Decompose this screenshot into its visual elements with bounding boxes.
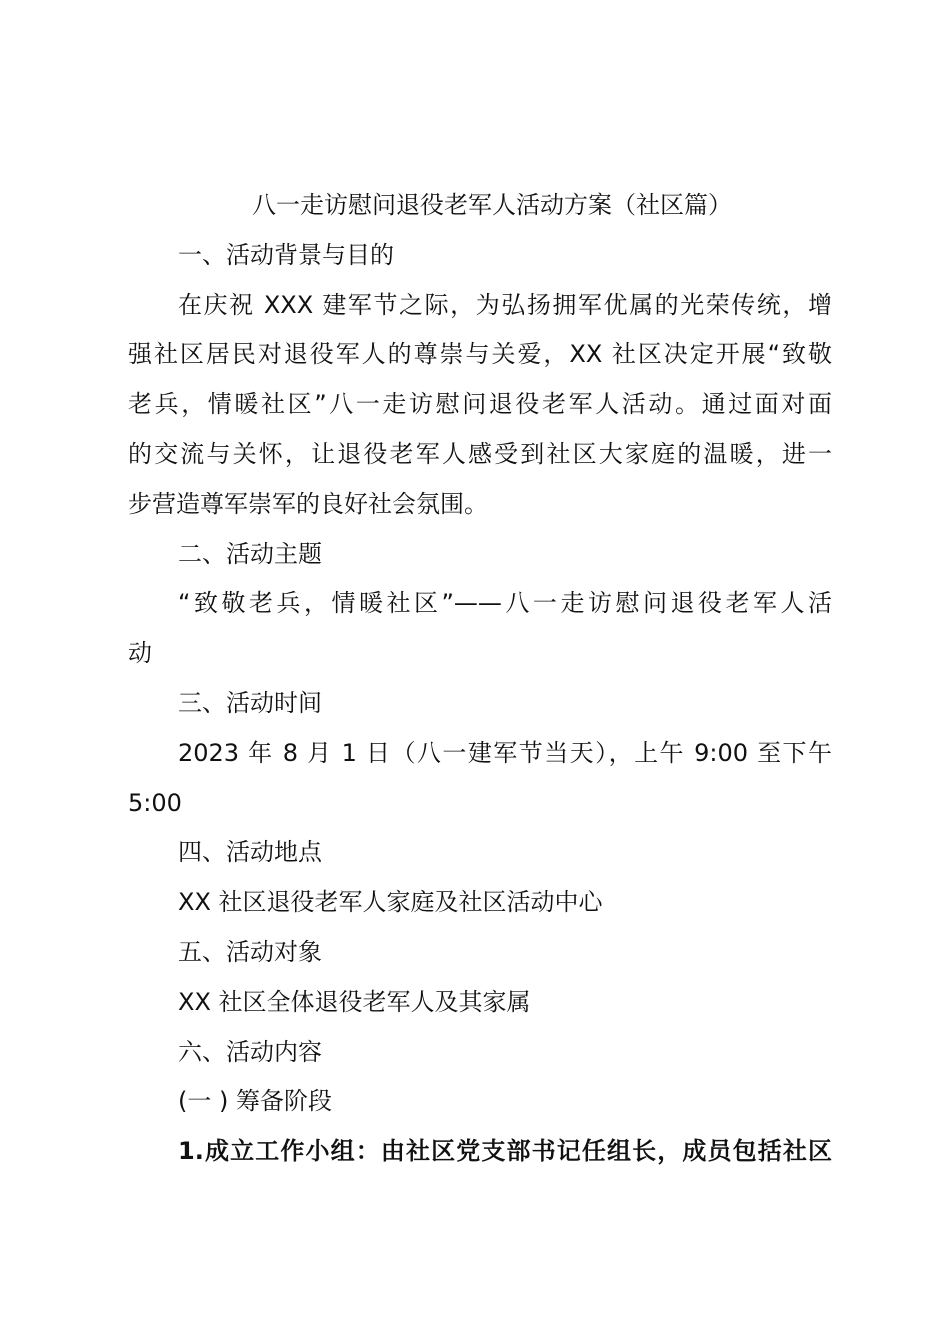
paragraph-line: 动: [128, 639, 152, 668]
paragraph-line: XX 社区全体退役老军人及其家属: [178, 987, 531, 1016]
paragraph-line: “致敬老兵，情暖社区”——八一走访慰问退役老军人活: [178, 589, 832, 618]
bold-item-line: 1.成立工作小组：由社区党支部书记任组长，成员包括社区: [178, 1137, 832, 1166]
paragraph-line: 2023 年 8 月 1 日（八一建军节当天），上午 9:00 至下午: [178, 738, 832, 767]
paragraph-line: XX 社区退役老军人家庭及社区活动中心: [178, 888, 603, 917]
section-heading-audience: 五、活动对象: [178, 937, 322, 966]
section-heading-location: 四、活动地点: [178, 838, 322, 867]
document-title: 八一走访慰问退役老军人活动方案（社区篇）: [252, 191, 732, 219]
section-heading-content: 六、活动内容: [178, 1037, 322, 1066]
section-heading-time: 三、活动时间: [178, 688, 322, 717]
paragraph-line: 强社区居民对退役军人的尊崇与关爱，XX 社区决定开展“致敬: [128, 340, 832, 369]
section-heading-theme: 二、活动主题: [178, 539, 322, 568]
paragraph-line: 老兵，情暖社区”八一走访慰问退役老军人活动。通过面对面: [128, 390, 832, 419]
document-body: [128, 181, 832, 1177]
section-heading-background: 一、活动背景与目的: [178, 240, 394, 269]
paragraph-line: 的交流与关怀，让退役老军人感受到社区大家庭的温暖，进一: [128, 439, 832, 468]
paragraph-line: 在庆祝 XXX 建军节之际，为弘扬拥军优属的光荣传统，增: [178, 290, 832, 319]
subsection-heading-preparation: (一 ) 筹备阶段: [178, 1087, 332, 1116]
paragraph-line: 5:00: [128, 788, 182, 817]
paragraph-line: 步营造尊军崇军的良好社会氛围。: [128, 489, 488, 518]
